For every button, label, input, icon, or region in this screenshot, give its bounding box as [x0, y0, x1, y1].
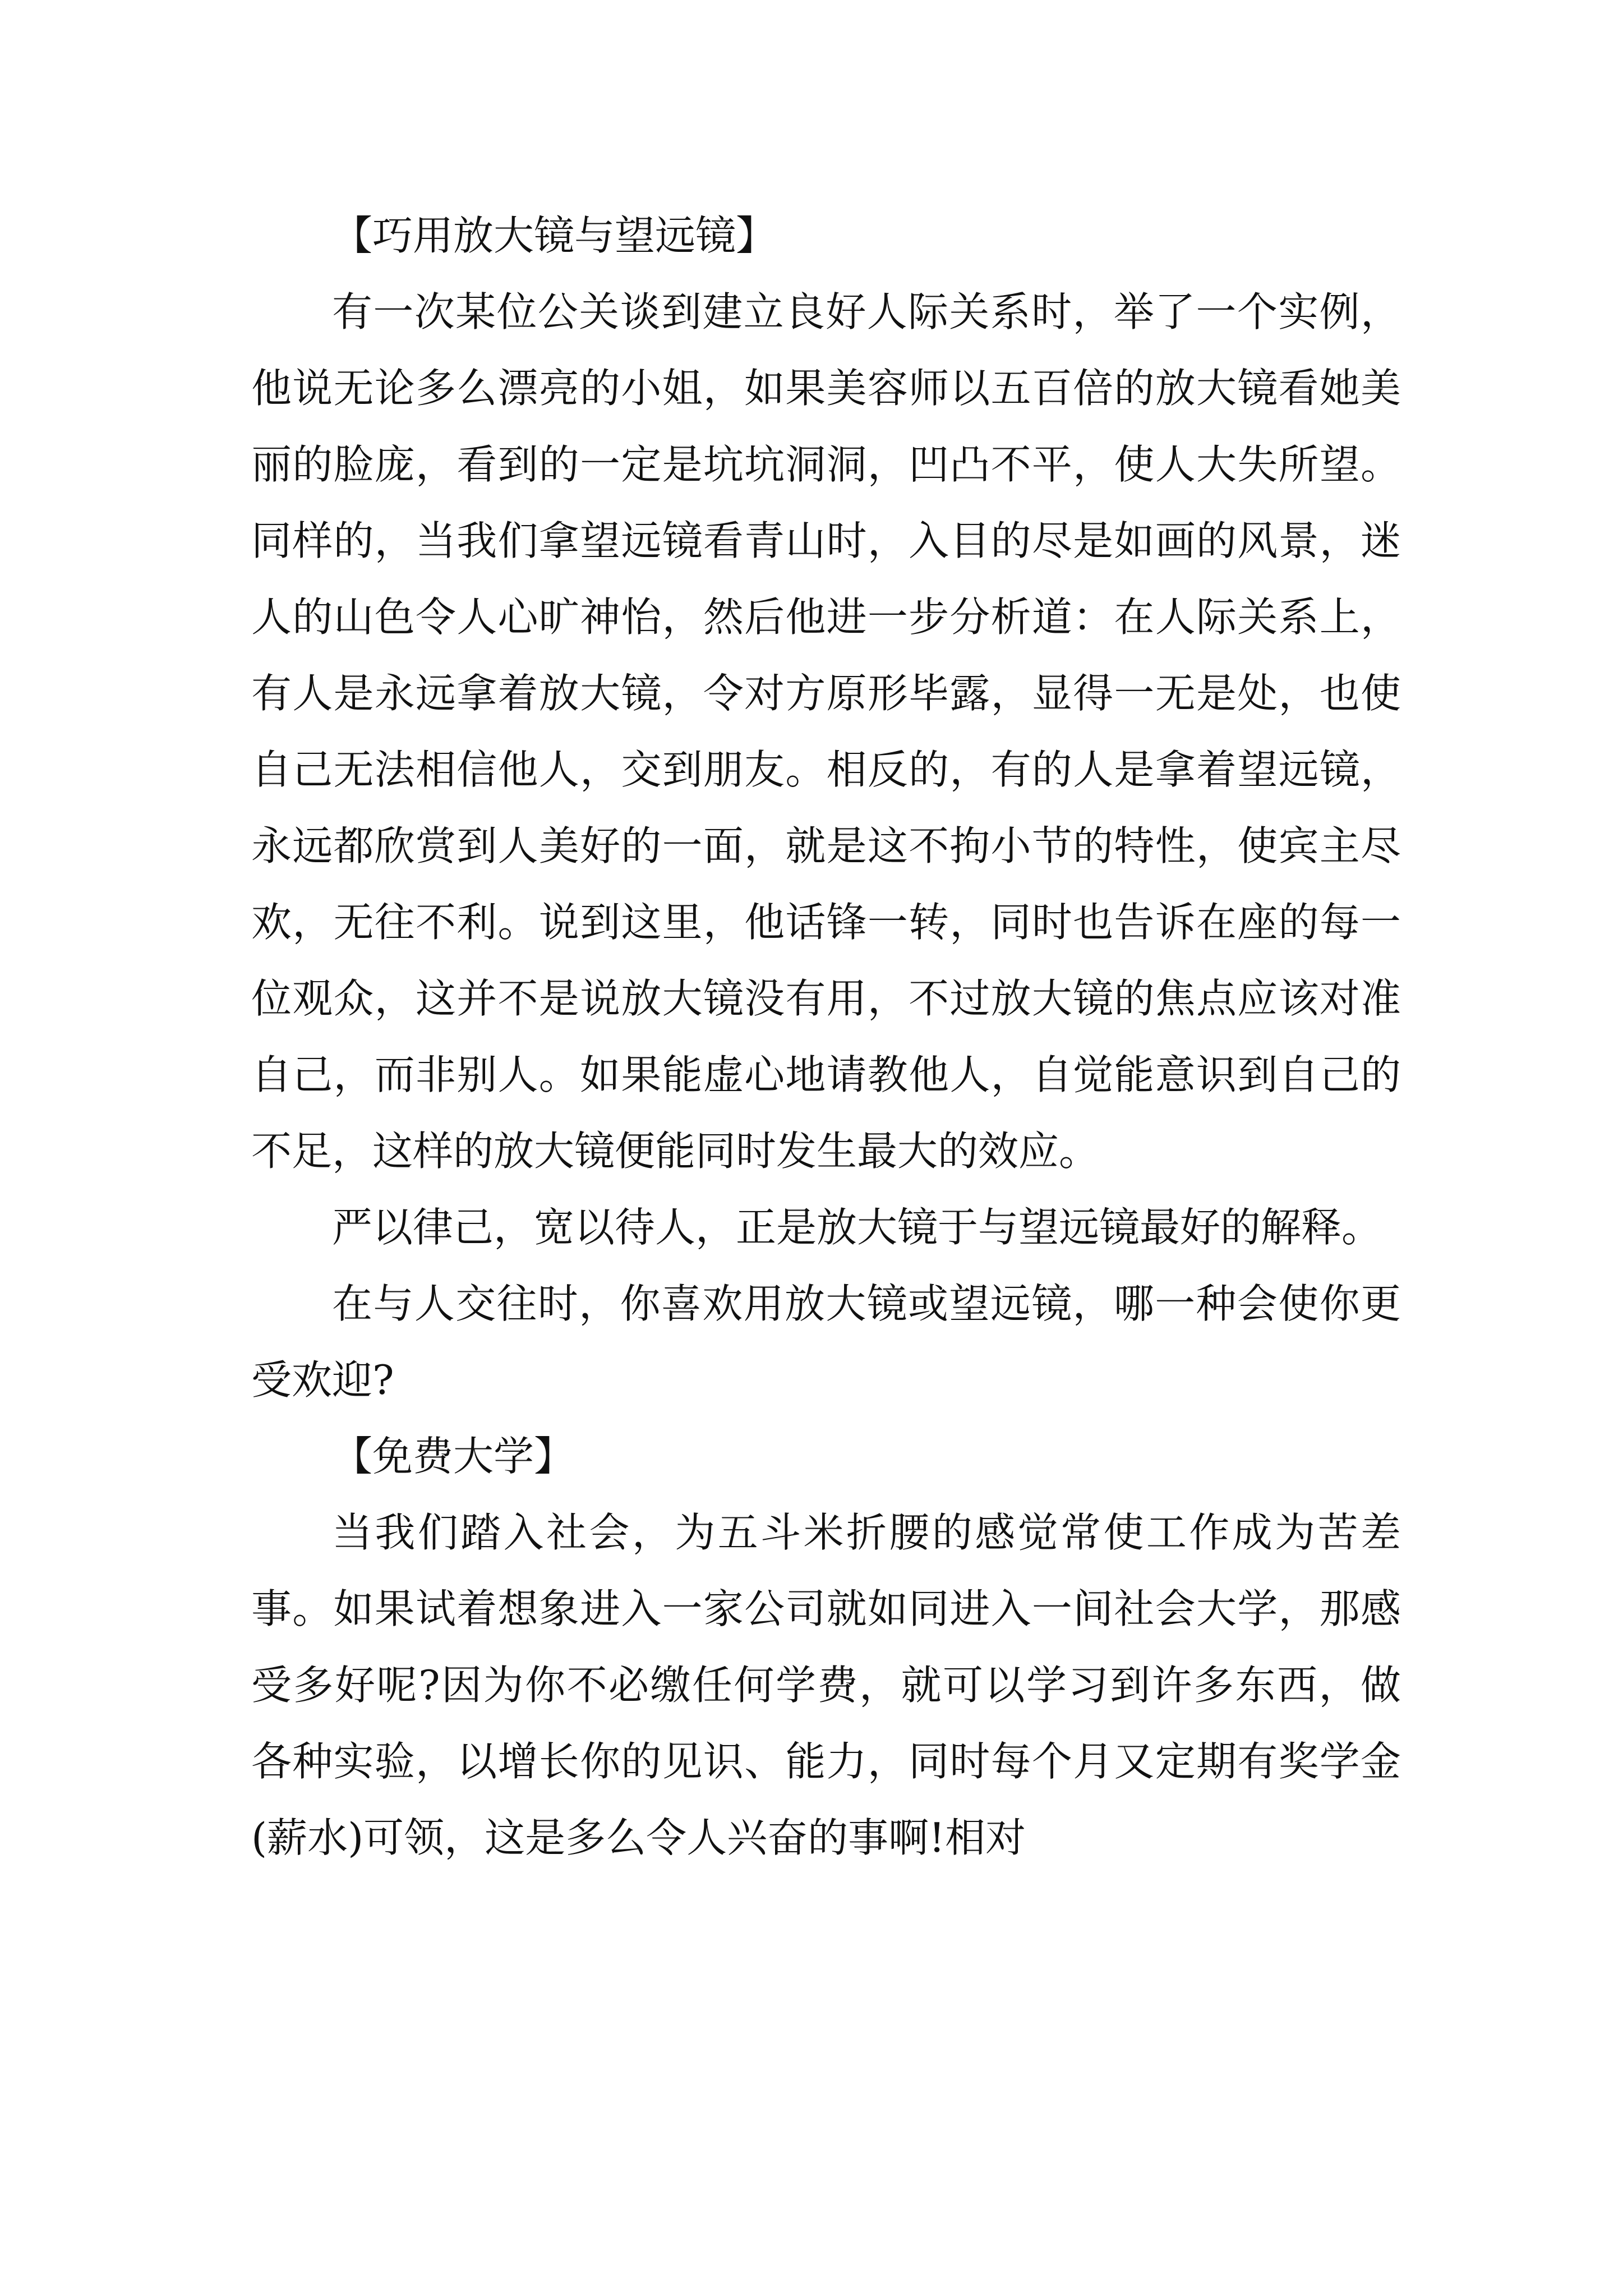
section-title-magnifier-telescope: 【巧用放大镜与望远镜】: [332, 212, 777, 259]
paragraph-question: 在与人交往时，你喜欢用放大镜或望远镜，哪一种会使你更受欢迎?: [251, 1280, 1401, 1404]
paragraph-free-university: 当我们踏入社会，为五斗米折腰的感觉常使工作成为苦差事。如果试着想象进入一家公司就如同进入一间社会大学，那感受多好呢?因为你不必缴任何学费，就可以学习到许多东西，做各种实验，以增长你的见识、能力，同时每个月又定期有奖学金(薪水)可领，这是多么令人兴奋的事啊!相对: [251, 1509, 1401, 1861]
section-title-free-university: 【免费大学】: [332, 1433, 575, 1480]
document-body: [251, 197, 1401, 1876]
paragraph-strict-self-lenient-others: 严以律己，宽以待人，正是放大镜于与望远镜最好的解释。: [332, 1204, 1382, 1251]
paragraph-magnifier-story: 有一次某位公关谈到建立良好人际关系时，举了一个实例，他说无论多么漂亮的小姐，如果美容师以五百倍的放大镜看她美丽的脸庞，看到的一定是坑坑洞洞，凹凸不平，使人大失所望。同样的，当我们拿望远镜看青山时，入目的尽是如画的风景，迷人的山色令人心旷神怡，然后他进一步分析道：在人际关系上，有人是永远拿着放大镜，令对方原形毕露，显得一无是处，也使自己无法相信他人，交到朋友。相反的，有的人是拿着望远镜，永远都欣赏到人美好的一面，就是这不拘小节的特性，使宾主尽欢，无往不利。说到这里，他话锋一转，同时也告诉在座的每一位观众，这并不是说放大镜没有用，不过放大镜的焦点应该对准自己，而非别人。如果能虚心地请教他人，自觉能意识到自己的不足，这样的放大镜便能同时发生最大的效应。: [251, 288, 1401, 1175]
